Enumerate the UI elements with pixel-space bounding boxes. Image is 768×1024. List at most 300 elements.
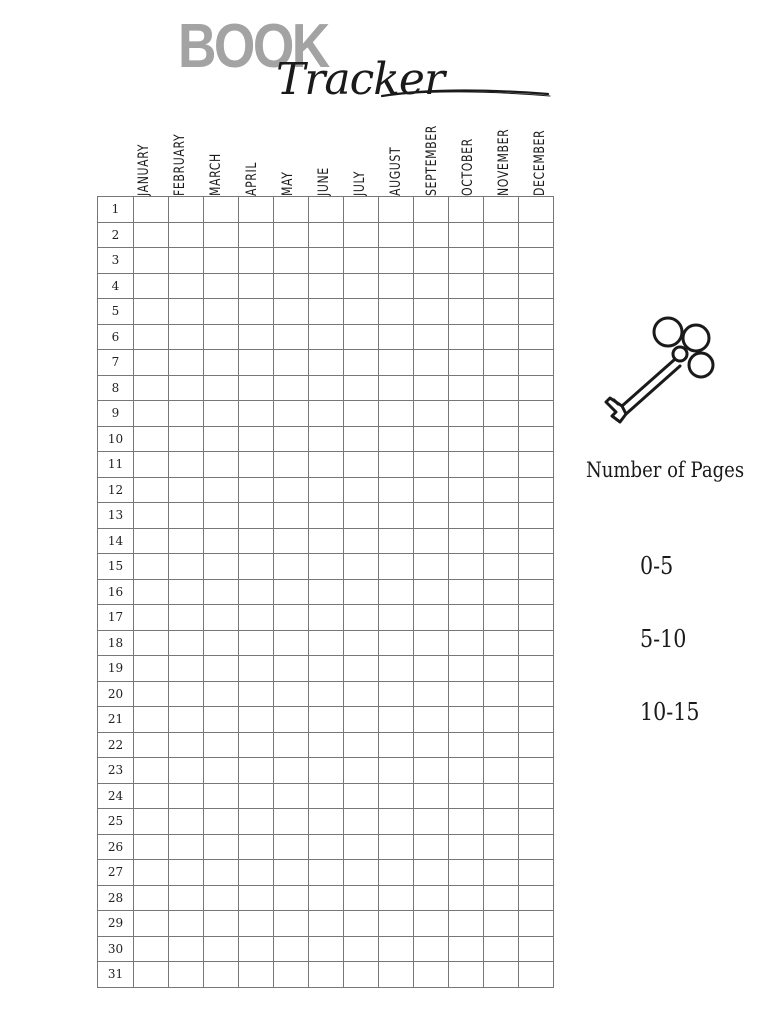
tracker-cell[interactable] xyxy=(414,401,449,427)
tracker-cell[interactable] xyxy=(344,273,379,299)
tracker-cell[interactable] xyxy=(309,834,344,860)
tracker-cell[interactable] xyxy=(274,375,309,401)
tracker-cell[interactable] xyxy=(309,299,344,325)
tracker-cell[interactable] xyxy=(204,962,239,988)
tracker-cell[interactable] xyxy=(344,477,379,503)
tracker-cell[interactable] xyxy=(169,579,204,605)
tracker-cell[interactable] xyxy=(484,681,519,707)
tracker-cell[interactable] xyxy=(239,962,274,988)
tracker-cell[interactable] xyxy=(204,299,239,325)
tracker-cell[interactable] xyxy=(204,656,239,682)
tracker-cell[interactable] xyxy=(274,936,309,962)
tracker-cell[interactable] xyxy=(309,222,344,248)
tracker-cell[interactable] xyxy=(344,452,379,478)
tracker-cell[interactable] xyxy=(169,350,204,376)
tracker-cell[interactable] xyxy=(414,630,449,656)
tracker-cell[interactable] xyxy=(239,324,274,350)
tracker-cell[interactable] xyxy=(449,477,484,503)
tracker-cell[interactable] xyxy=(169,426,204,452)
tracker-cell[interactable] xyxy=(274,809,309,835)
tracker-cell[interactable] xyxy=(414,681,449,707)
tracker-cell[interactable] xyxy=(414,707,449,733)
tracker-cell[interactable] xyxy=(379,834,414,860)
tracker-cell[interactable] xyxy=(169,656,204,682)
tracker-cell[interactable] xyxy=(344,426,379,452)
tracker-cell[interactable] xyxy=(344,936,379,962)
tracker-cell[interactable] xyxy=(379,350,414,376)
tracker-cell[interactable] xyxy=(204,809,239,835)
tracker-cell[interactable] xyxy=(204,630,239,656)
tracker-cell[interactable] xyxy=(239,707,274,733)
tracker-cell[interactable] xyxy=(274,503,309,529)
tracker-cell[interactable] xyxy=(449,375,484,401)
tracker-cell[interactable] xyxy=(274,197,309,223)
tracker-cell[interactable] xyxy=(449,962,484,988)
tracker-cell[interactable] xyxy=(169,503,204,529)
tracker-cell[interactable] xyxy=(449,222,484,248)
tracker-cell[interactable] xyxy=(484,426,519,452)
tracker-cell[interactable] xyxy=(134,783,169,809)
tracker-cell[interactable] xyxy=(344,197,379,223)
tracker-cell[interactable] xyxy=(484,911,519,937)
tracker-cell[interactable] xyxy=(484,248,519,274)
tracker-cell[interactable] xyxy=(519,936,554,962)
tracker-cell[interactable] xyxy=(134,248,169,274)
tracker-cell[interactable] xyxy=(274,732,309,758)
tracker-cell[interactable] xyxy=(414,528,449,554)
tracker-cell[interactable] xyxy=(379,605,414,631)
tracker-cell[interactable] xyxy=(239,911,274,937)
tracker-cell[interactable] xyxy=(274,579,309,605)
tracker-cell[interactable] xyxy=(204,222,239,248)
tracker-cell[interactable] xyxy=(519,426,554,452)
tracker-cell[interactable] xyxy=(134,375,169,401)
tracker-cell[interactable] xyxy=(484,477,519,503)
tracker-cell[interactable] xyxy=(169,732,204,758)
tracker-cell[interactable] xyxy=(344,962,379,988)
tracker-cell[interactable] xyxy=(519,401,554,427)
tracker-cell[interactable] xyxy=(414,197,449,223)
tracker-cell[interactable] xyxy=(169,452,204,478)
tracker-cell[interactable] xyxy=(309,426,344,452)
tracker-cell[interactable] xyxy=(204,707,239,733)
tracker-cell[interactable] xyxy=(309,554,344,580)
tracker-cell[interactable] xyxy=(309,375,344,401)
tracker-cell[interactable] xyxy=(169,197,204,223)
tracker-cell[interactable] xyxy=(134,707,169,733)
tracker-cell[interactable] xyxy=(519,554,554,580)
tracker-cell[interactable] xyxy=(204,681,239,707)
tracker-cell[interactable] xyxy=(379,885,414,911)
tracker-cell[interactable] xyxy=(204,401,239,427)
tracker-cell[interactable] xyxy=(484,222,519,248)
tracker-cell[interactable] xyxy=(414,350,449,376)
tracker-cell[interactable] xyxy=(379,579,414,605)
tracker-cell[interactable] xyxy=(344,222,379,248)
tracker-cell[interactable] xyxy=(519,834,554,860)
tracker-cell[interactable] xyxy=(519,299,554,325)
tracker-cell[interactable] xyxy=(344,503,379,529)
tracker-cell[interactable] xyxy=(239,452,274,478)
tracker-cell[interactable] xyxy=(344,681,379,707)
tracker-cell[interactable] xyxy=(379,809,414,835)
tracker-cell[interactable] xyxy=(519,758,554,784)
tracker-cell[interactable] xyxy=(414,656,449,682)
tracker-cell[interactable] xyxy=(239,656,274,682)
tracker-cell[interactable] xyxy=(379,758,414,784)
tracker-cell[interactable] xyxy=(344,834,379,860)
tracker-cell[interactable] xyxy=(239,783,274,809)
tracker-cell[interactable] xyxy=(309,401,344,427)
tracker-cell[interactable] xyxy=(309,248,344,274)
tracker-cell[interactable] xyxy=(134,324,169,350)
tracker-cell[interactable] xyxy=(204,375,239,401)
tracker-cell[interactable] xyxy=(134,656,169,682)
tracker-cell[interactable] xyxy=(414,783,449,809)
tracker-cell[interactable] xyxy=(519,707,554,733)
tracker-cell[interactable] xyxy=(484,375,519,401)
tracker-cell[interactable] xyxy=(379,197,414,223)
tracker-cell[interactable] xyxy=(484,834,519,860)
tracker-cell[interactable] xyxy=(484,758,519,784)
tracker-cell[interactable] xyxy=(484,273,519,299)
tracker-cell[interactable] xyxy=(274,758,309,784)
tracker-cell[interactable] xyxy=(414,758,449,784)
tracker-cell[interactable] xyxy=(449,911,484,937)
tracker-cell[interactable] xyxy=(484,732,519,758)
tracker-cell[interactable] xyxy=(274,681,309,707)
tracker-cell[interactable] xyxy=(274,299,309,325)
tracker-cell[interactable] xyxy=(169,936,204,962)
tracker-cell[interactable] xyxy=(204,503,239,529)
tracker-cell[interactable] xyxy=(379,681,414,707)
tracker-cell[interactable] xyxy=(239,579,274,605)
tracker-cell[interactable] xyxy=(519,452,554,478)
tracker-cell[interactable] xyxy=(134,273,169,299)
tracker-cell[interactable] xyxy=(484,452,519,478)
tracker-cell[interactable] xyxy=(414,936,449,962)
tracker-cell[interactable] xyxy=(169,324,204,350)
tracker-cell[interactable] xyxy=(134,477,169,503)
tracker-cell[interactable] xyxy=(169,630,204,656)
tracker-cell[interactable] xyxy=(414,222,449,248)
tracker-cell[interactable] xyxy=(414,885,449,911)
tracker-cell[interactable] xyxy=(414,375,449,401)
tracker-cell[interactable] xyxy=(274,350,309,376)
tracker-cell[interactable] xyxy=(169,477,204,503)
tracker-cell[interactable] xyxy=(379,860,414,886)
tracker-cell[interactable] xyxy=(169,299,204,325)
tracker-cell[interactable] xyxy=(449,528,484,554)
tracker-cell[interactable] xyxy=(204,758,239,784)
tracker-cell[interactable] xyxy=(204,426,239,452)
tracker-cell[interactable] xyxy=(309,783,344,809)
tracker-cell[interactable] xyxy=(344,299,379,325)
tracker-cell[interactable] xyxy=(274,834,309,860)
tracker-cell[interactable] xyxy=(204,528,239,554)
tracker-cell[interactable] xyxy=(519,809,554,835)
tracker-cell[interactable] xyxy=(519,656,554,682)
tracker-cell[interactable] xyxy=(519,885,554,911)
tracker-cell[interactable] xyxy=(169,962,204,988)
tracker-cell[interactable] xyxy=(344,401,379,427)
tracker-cell[interactable] xyxy=(309,885,344,911)
tracker-cell[interactable] xyxy=(414,962,449,988)
tracker-cell[interactable] xyxy=(449,681,484,707)
tracker-cell[interactable] xyxy=(169,885,204,911)
tracker-cell[interactable] xyxy=(449,630,484,656)
tracker-cell[interactable] xyxy=(134,885,169,911)
tracker-cell[interactable] xyxy=(449,809,484,835)
tracker-cell[interactable] xyxy=(134,350,169,376)
tracker-cell[interactable] xyxy=(449,503,484,529)
tracker-cell[interactable] xyxy=(134,860,169,886)
tracker-cell[interactable] xyxy=(309,350,344,376)
tracker-cell[interactable] xyxy=(204,324,239,350)
tracker-cell[interactable] xyxy=(274,324,309,350)
tracker-cell[interactable] xyxy=(449,350,484,376)
tracker-cell[interactable] xyxy=(169,273,204,299)
tracker-cell[interactable] xyxy=(344,860,379,886)
tracker-cell[interactable] xyxy=(519,503,554,529)
tracker-cell[interactable] xyxy=(274,273,309,299)
tracker-cell[interactable] xyxy=(309,324,344,350)
tracker-cell[interactable] xyxy=(344,350,379,376)
tracker-cell[interactable] xyxy=(414,605,449,631)
tracker-cell[interactable] xyxy=(274,911,309,937)
tracker-cell[interactable] xyxy=(449,605,484,631)
tracker-cell[interactable] xyxy=(239,681,274,707)
tracker-cell[interactable] xyxy=(309,962,344,988)
tracker-cell[interactable] xyxy=(519,605,554,631)
tracker-cell[interactable] xyxy=(169,783,204,809)
tracker-cell[interactable] xyxy=(274,452,309,478)
tracker-cell[interactable] xyxy=(414,860,449,886)
tracker-cell[interactable] xyxy=(484,605,519,631)
tracker-cell[interactable] xyxy=(344,885,379,911)
tracker-cell[interactable] xyxy=(484,554,519,580)
tracker-cell[interactable] xyxy=(379,222,414,248)
tracker-cell[interactable] xyxy=(484,401,519,427)
tracker-cell[interactable] xyxy=(344,809,379,835)
tracker-cell[interactable] xyxy=(274,783,309,809)
tracker-cell[interactable] xyxy=(519,222,554,248)
tracker-cell[interactable] xyxy=(379,273,414,299)
tracker-cell[interactable] xyxy=(449,554,484,580)
tracker-cell[interactable] xyxy=(134,401,169,427)
tracker-cell[interactable] xyxy=(484,885,519,911)
tracker-cell[interactable] xyxy=(134,299,169,325)
tracker-cell[interactable] xyxy=(239,248,274,274)
tracker-cell[interactable] xyxy=(274,656,309,682)
tracker-cell[interactable] xyxy=(344,605,379,631)
tracker-cell[interactable] xyxy=(239,630,274,656)
tracker-cell[interactable] xyxy=(204,248,239,274)
tracker-cell[interactable] xyxy=(204,273,239,299)
tracker-cell[interactable] xyxy=(134,911,169,937)
tracker-cell[interactable] xyxy=(379,630,414,656)
tracker-cell[interactable] xyxy=(449,452,484,478)
tracker-cell[interactable] xyxy=(239,605,274,631)
tracker-cell[interactable] xyxy=(484,656,519,682)
tracker-cell[interactable] xyxy=(274,426,309,452)
tracker-cell[interactable] xyxy=(169,401,204,427)
tracker-cell[interactable] xyxy=(134,579,169,605)
tracker-cell[interactable] xyxy=(449,401,484,427)
tracker-cell[interactable] xyxy=(239,426,274,452)
tracker-cell[interactable] xyxy=(414,554,449,580)
tracker-cell[interactable] xyxy=(309,809,344,835)
tracker-cell[interactable] xyxy=(519,350,554,376)
tracker-cell[interactable] xyxy=(309,732,344,758)
tracker-cell[interactable] xyxy=(414,732,449,758)
tracker-cell[interactable] xyxy=(379,299,414,325)
tracker-cell[interactable] xyxy=(169,809,204,835)
tracker-cell[interactable] xyxy=(239,503,274,529)
tracker-cell[interactable] xyxy=(204,860,239,886)
tracker-cell[interactable] xyxy=(449,936,484,962)
tracker-cell[interactable] xyxy=(239,273,274,299)
tracker-cell[interactable] xyxy=(519,911,554,937)
tracker-cell[interactable] xyxy=(239,375,274,401)
tracker-cell[interactable] xyxy=(344,630,379,656)
tracker-cell[interactable] xyxy=(379,375,414,401)
tracker-cell[interactable] xyxy=(344,579,379,605)
tracker-cell[interactable] xyxy=(239,350,274,376)
tracker-cell[interactable] xyxy=(379,528,414,554)
tracker-cell[interactable] xyxy=(309,605,344,631)
tracker-cell[interactable] xyxy=(134,809,169,835)
tracker-cell[interactable] xyxy=(379,503,414,529)
tracker-cell[interactable] xyxy=(134,834,169,860)
tracker-cell[interactable] xyxy=(449,885,484,911)
tracker-cell[interactable] xyxy=(484,860,519,886)
tracker-cell[interactable] xyxy=(379,656,414,682)
tracker-cell[interactable] xyxy=(309,273,344,299)
tracker-cell[interactable] xyxy=(449,426,484,452)
tracker-cell[interactable] xyxy=(134,222,169,248)
tracker-cell[interactable] xyxy=(239,222,274,248)
tracker-cell[interactable] xyxy=(204,477,239,503)
tracker-cell[interactable] xyxy=(274,707,309,733)
tracker-cell[interactable] xyxy=(379,426,414,452)
tracker-cell[interactable] xyxy=(414,426,449,452)
tracker-cell[interactable] xyxy=(484,962,519,988)
tracker-cell[interactable] xyxy=(274,605,309,631)
tracker-cell[interactable] xyxy=(449,860,484,886)
tracker-cell[interactable] xyxy=(344,528,379,554)
tracker-cell[interactable] xyxy=(519,732,554,758)
tracker-cell[interactable] xyxy=(414,324,449,350)
tracker-cell[interactable] xyxy=(344,707,379,733)
tracker-cell[interactable] xyxy=(449,834,484,860)
tracker-cell[interactable] xyxy=(169,375,204,401)
tracker-cell[interactable] xyxy=(274,885,309,911)
tracker-cell[interactable] xyxy=(344,656,379,682)
tracker-cell[interactable] xyxy=(169,758,204,784)
tracker-cell[interactable] xyxy=(309,707,344,733)
tracker-cell[interactable] xyxy=(239,885,274,911)
tracker-cell[interactable] xyxy=(309,452,344,478)
tracker-cell[interactable] xyxy=(449,299,484,325)
tracker-cell[interactable] xyxy=(414,452,449,478)
tracker-cell[interactable] xyxy=(484,809,519,835)
tracker-cell[interactable] xyxy=(344,758,379,784)
tracker-cell[interactable] xyxy=(134,528,169,554)
tracker-cell[interactable] xyxy=(519,681,554,707)
tracker-cell[interactable] xyxy=(309,656,344,682)
tracker-cell[interactable] xyxy=(239,299,274,325)
tracker-cell[interactable] xyxy=(519,579,554,605)
tracker-cell[interactable] xyxy=(274,477,309,503)
tracker-cell[interactable] xyxy=(169,681,204,707)
tracker-cell[interactable] xyxy=(204,911,239,937)
tracker-cell[interactable] xyxy=(309,477,344,503)
tracker-cell[interactable] xyxy=(379,477,414,503)
tracker-cell[interactable] xyxy=(519,962,554,988)
tracker-cell[interactable] xyxy=(484,579,519,605)
tracker-cell[interactable] xyxy=(519,248,554,274)
tracker-cell[interactable] xyxy=(309,860,344,886)
tracker-cell[interactable] xyxy=(239,554,274,580)
tracker-cell[interactable] xyxy=(239,809,274,835)
tracker-cell[interactable] xyxy=(239,936,274,962)
tracker-cell[interactable] xyxy=(414,477,449,503)
tracker-cell[interactable] xyxy=(379,732,414,758)
tracker-cell[interactable] xyxy=(204,579,239,605)
tracker-cell[interactable] xyxy=(414,299,449,325)
tracker-cell[interactable] xyxy=(379,452,414,478)
tracker-cell[interactable] xyxy=(379,911,414,937)
tracker-cell[interactable] xyxy=(344,783,379,809)
tracker-cell[interactable] xyxy=(414,809,449,835)
tracker-cell[interactable] xyxy=(309,630,344,656)
tracker-cell[interactable] xyxy=(449,324,484,350)
tracker-cell[interactable] xyxy=(169,834,204,860)
tracker-cell[interactable] xyxy=(519,528,554,554)
tracker-cell[interactable] xyxy=(379,554,414,580)
tracker-cell[interactable] xyxy=(204,197,239,223)
tracker-cell[interactable] xyxy=(519,273,554,299)
tracker-cell[interactable] xyxy=(239,477,274,503)
tracker-cell[interactable] xyxy=(274,554,309,580)
tracker-cell[interactable] xyxy=(414,834,449,860)
tracker-cell[interactable] xyxy=(169,707,204,733)
tracker-cell[interactable] xyxy=(239,401,274,427)
tracker-cell[interactable] xyxy=(519,197,554,223)
tracker-cell[interactable] xyxy=(379,707,414,733)
tracker-cell[interactable] xyxy=(449,783,484,809)
tracker-cell[interactable] xyxy=(134,732,169,758)
tracker-cell[interactable] xyxy=(274,630,309,656)
tracker-cell[interactable] xyxy=(134,962,169,988)
tracker-cell[interactable] xyxy=(239,197,274,223)
tracker-cell[interactable] xyxy=(239,834,274,860)
tracker-cell[interactable] xyxy=(519,324,554,350)
tracker-cell[interactable] xyxy=(484,707,519,733)
tracker-cell[interactable] xyxy=(484,630,519,656)
tracker-cell[interactable] xyxy=(309,503,344,529)
tracker-cell[interactable] xyxy=(134,197,169,223)
tracker-cell[interactable] xyxy=(519,860,554,886)
tracker-cell[interactable] xyxy=(309,936,344,962)
tracker-cell[interactable] xyxy=(134,426,169,452)
tracker-cell[interactable] xyxy=(449,197,484,223)
tracker-cell[interactable] xyxy=(484,503,519,529)
tracker-cell[interactable] xyxy=(484,324,519,350)
tracker-cell[interactable] xyxy=(449,732,484,758)
tracker-cell[interactable] xyxy=(169,605,204,631)
